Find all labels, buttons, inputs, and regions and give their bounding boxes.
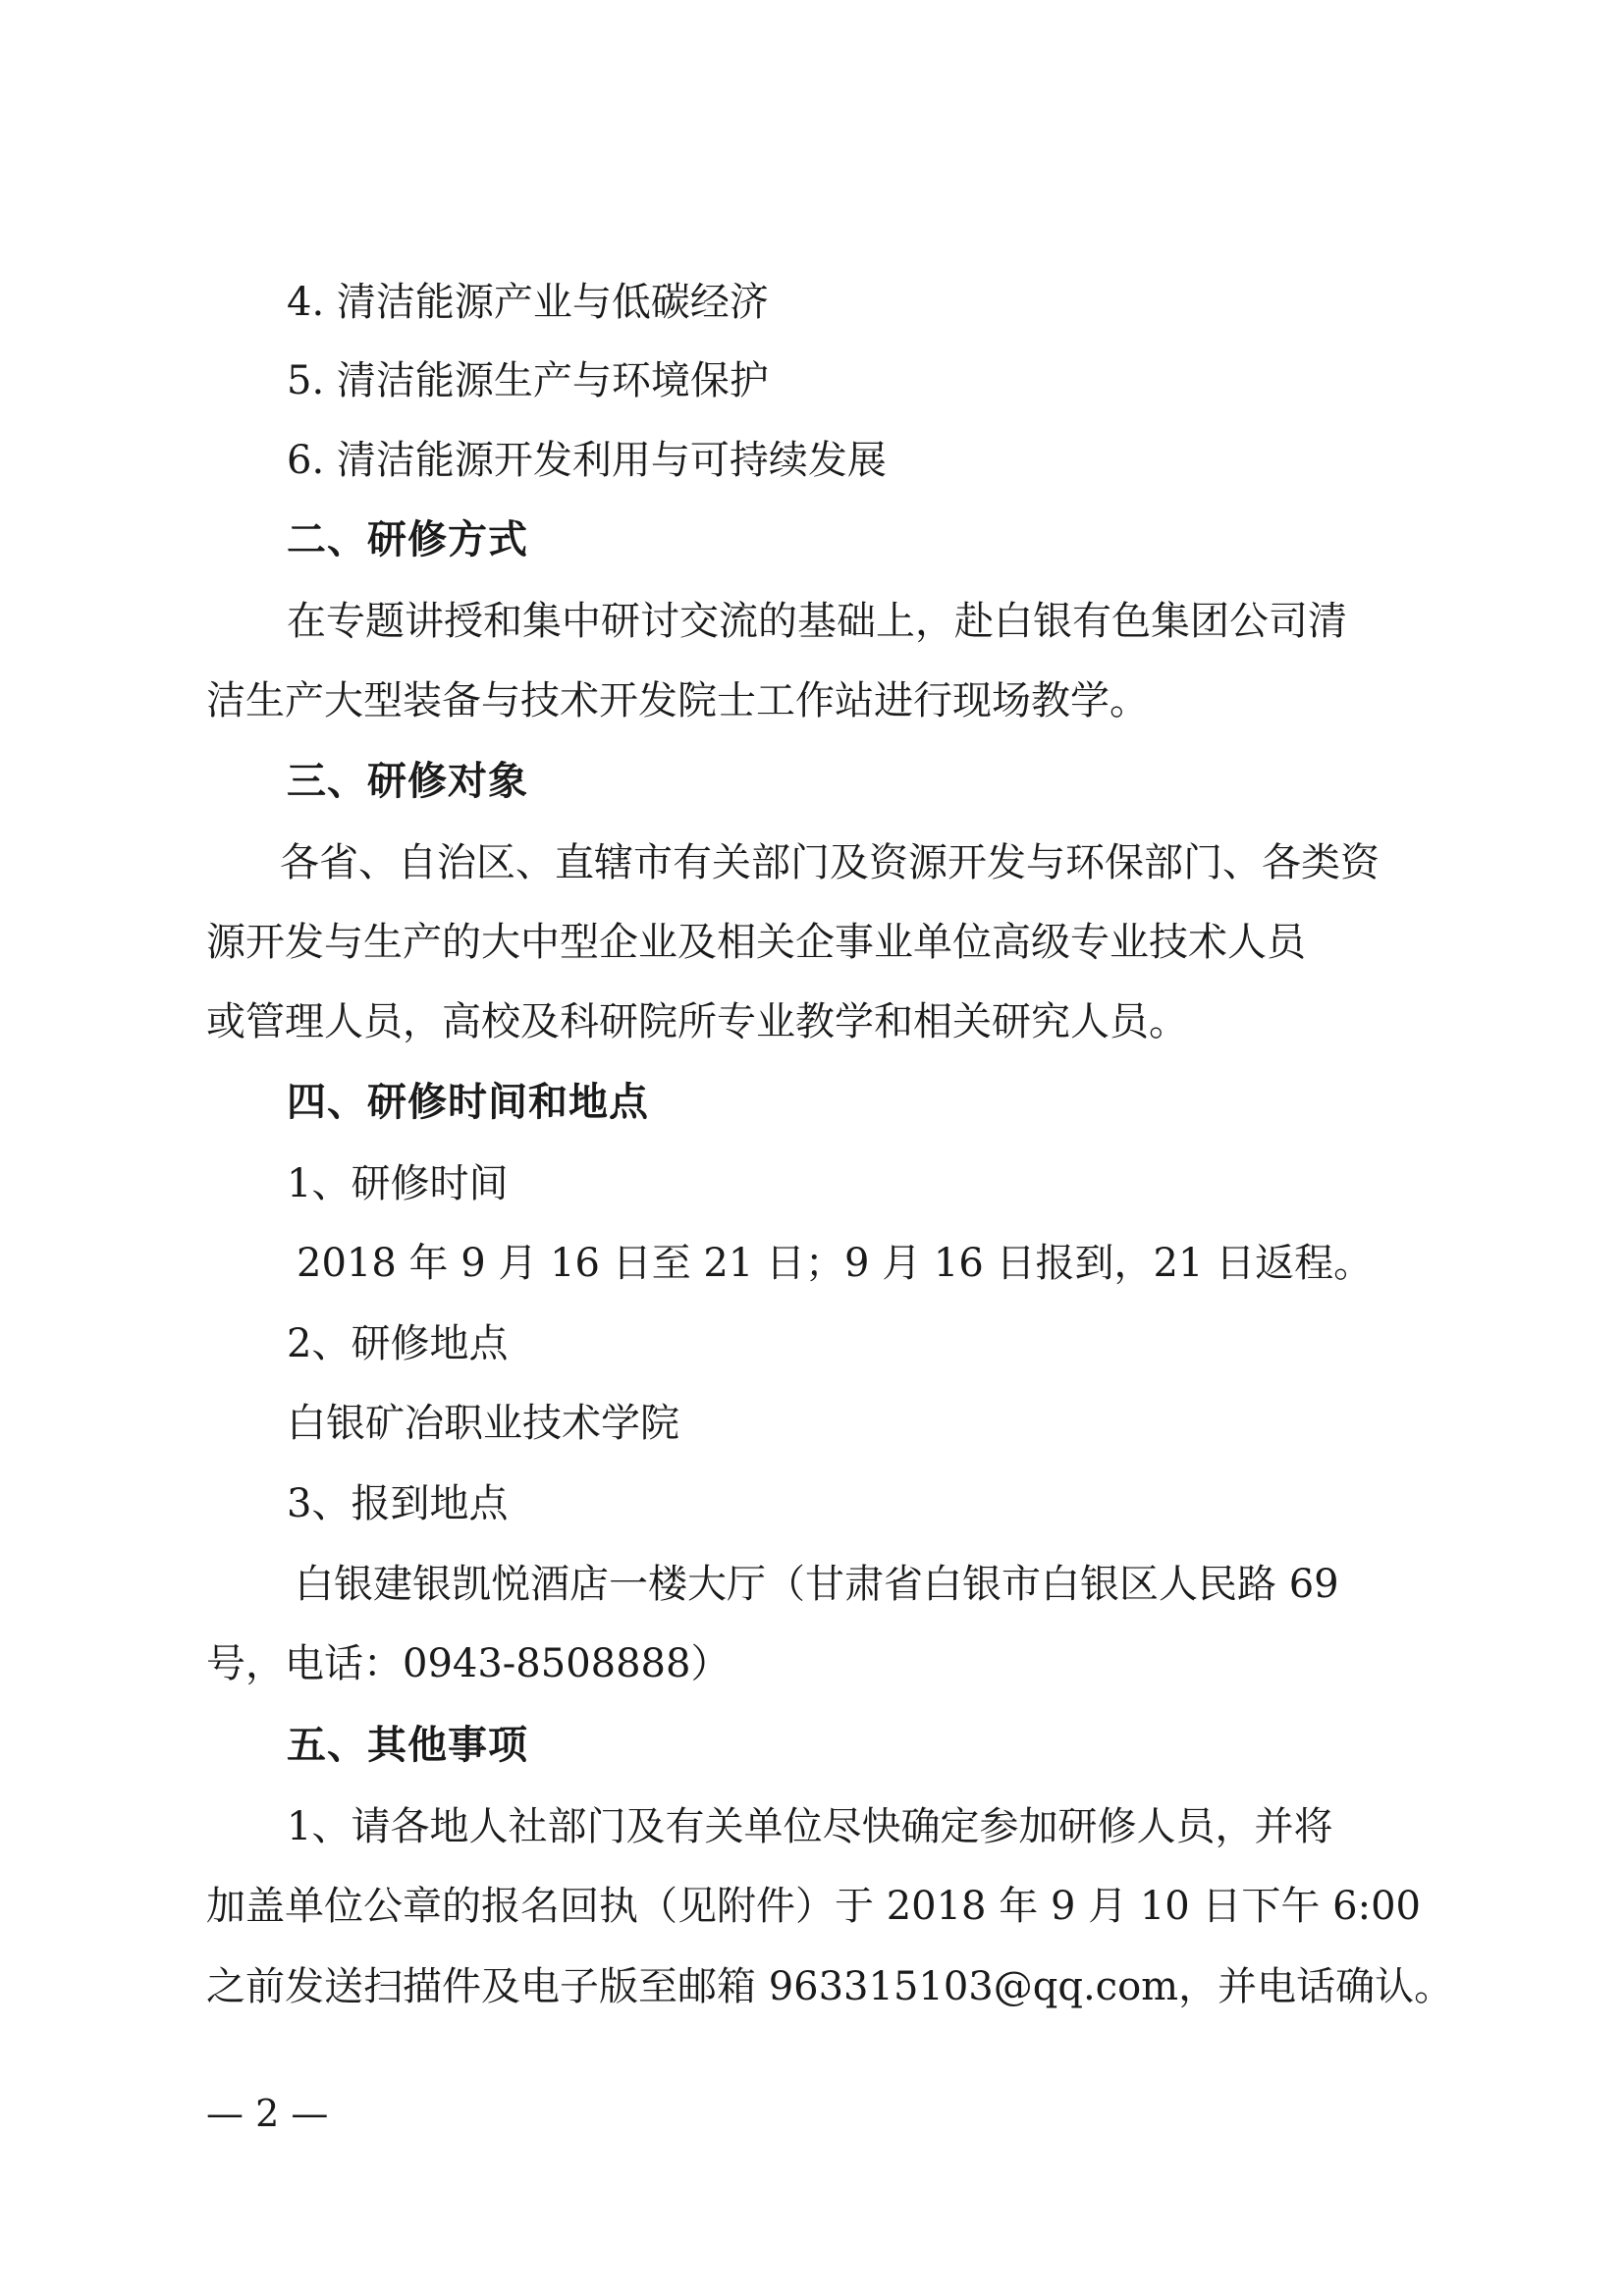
section-heading-4: 四、研修时间和地点 xyxy=(287,1080,649,1125)
section-heading-5: 五、其他事项 xyxy=(287,1723,528,1768)
paragraph-line: 源开发与生产的大中型企业及相关企事业单位高级专业技术人员 xyxy=(206,920,1306,965)
section-heading-3: 三、研修对象 xyxy=(287,759,528,804)
paragraph-line: 各省、自治区、直辖市有关部门及资源开发与环保部门、各类资 xyxy=(280,840,1380,885)
list-item-5: 5. 清洁能源生产与环境保护 xyxy=(287,358,769,403)
paragraph-line: 或管理人员，高校及科研院所专业教学和相关研究人员。 xyxy=(206,999,1188,1044)
paragraph-line: 白银矿冶职业技术学院 xyxy=(287,1401,679,1446)
subheading-report-location: 3、报到地点 xyxy=(287,1481,509,1526)
paragraph-line: 1、请各地人社部门及有关单位尽快确定参加研修人员，并将 xyxy=(287,1804,1333,1849)
paragraph-line: 白银建银凯悦酒店一楼大厅（甘肃省白银市白银区人民路 69 xyxy=(295,1562,1339,1607)
paragraph-line: 2018 年 9 月 16 日至 21 日；9 月 16 日报到，21 日返程。 xyxy=(297,1241,1374,1286)
paragraph-line: 洁生产大型装备与技术开发院士工作站进行现场教学。 xyxy=(206,678,1149,723)
list-item-4: 4. 清洁能源产业与低碳经济 xyxy=(287,280,769,325)
paragraph-line: 加盖单位公章的报名回执（见附件）于 2018 年 9 月 10 日下午 6:00 xyxy=(206,1884,1421,1929)
list-item-6: 6. 清洁能源开发利用与可持续发展 xyxy=(287,438,887,483)
subheading-time: 1、研修时间 xyxy=(287,1161,509,1206)
paragraph-line: 号，电话：0943-8508888） xyxy=(206,1641,731,1686)
page-number: — 2 — xyxy=(206,2092,329,2135)
subheading-location: 2、研修地点 xyxy=(287,1321,509,1366)
section-heading-2: 二、研修方式 xyxy=(287,517,528,562)
paragraph-line: 在专题讲授和集中研讨交流的基础上，赴白银有色集团公司清 xyxy=(287,599,1347,644)
paragraph-line: 之前发送扫描件及电子版至邮箱 963315103@qq.com，并电话确认。 xyxy=(206,1964,1454,2009)
